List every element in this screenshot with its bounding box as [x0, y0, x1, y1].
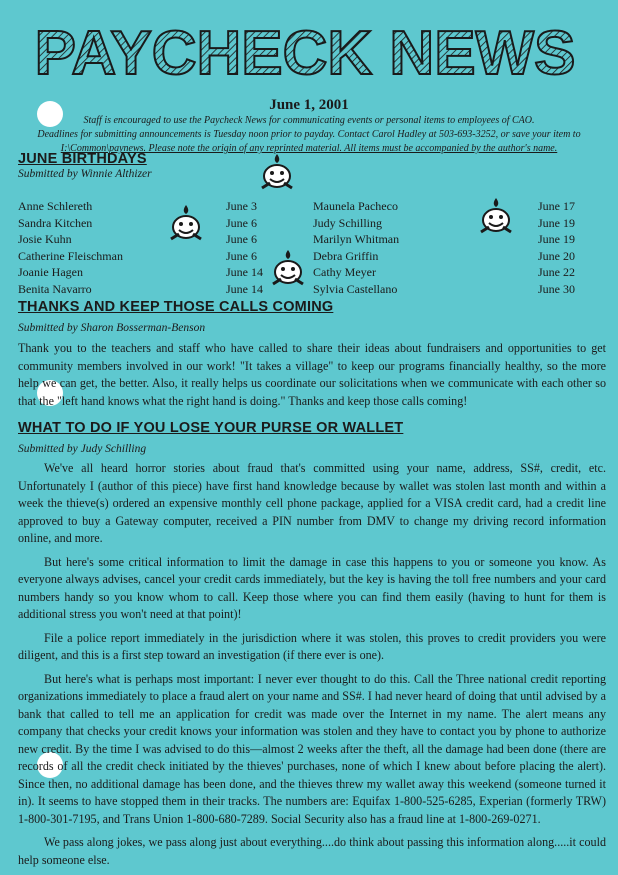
intro-note	[14, 114, 604, 156]
birthday-date: June 20	[538, 248, 575, 263]
birthday-name: Anne Schlereth	[18, 199, 93, 213]
birthday-dates-right	[538, 198, 593, 297]
thanks-heading: THANKS AND KEEP THOSE CALLS COMING	[18, 299, 334, 315]
masthead-title: PAYCHECK NEWS	[34, 19, 576, 88]
birthday-date: June 14	[226, 265, 263, 279]
birthday-names-left	[18, 198, 168, 297]
smiley-mascot-icon	[477, 196, 515, 240]
birthday-name: Judy Schilling	[313, 215, 383, 230]
purse-paragraph-2: But here's some critical information to limit the damage in case this happens to you or someone you know. As everyone always advises, cancel your credit cards immediately, but the key is having the toll free numbers and your card numbers handy so you know whom to call. Keep those where you can find them easily (having to hunt for them is additional stress you won't need at that point)!	[18, 554, 606, 621]
purse-paragraph-1: We've all heard horror stories about fraud that's committed using your name, address, SS#, credit, etc. Unfortunately I (author of this piece) have first hand knowledge because by wallet was stolen last month and within a week the thieve(s) ordered an expensive monthly cell phone package, applied for a VISA credit card, had a credit line approved to buy a Gateway computer, received a PIN number from DMV to change my driving record information online, and more.	[18, 461, 606, 545]
purse-paragraph-3: File a police report immediately in the jurisdiction where it was stolen, this proves to credit providers you were diligent, and this is a first step toward an investigation (if there ever is one).	[18, 630, 606, 662]
birthday-date: June 22	[538, 265, 575, 279]
smiley-mascot-icon	[167, 203, 205, 247]
birthday-name: Debra Griffin	[313, 248, 379, 263]
birthday-name: Marilyn Whitman	[313, 232, 400, 246]
birthday-date: June 19	[538, 232, 575, 246]
birthday-date: June 6	[226, 248, 257, 263]
birthdays-heading: JUNE BIRTHDAYS	[18, 151, 147, 167]
masthead-logo	[34, 4, 576, 96]
thanks-body	[18, 340, 606, 416]
birthday-name: Sylvia Castellano	[313, 281, 398, 296]
intro-line-2: Deadlines for submitting announcements is Tuesday noon prior to payday. Contact Carol Hadley at 503-693-3252, or save your item to	[37, 129, 581, 140]
issue-date: June 1, 2001	[269, 97, 349, 113]
intro-line-1: Staff is encouraged to use the Paycheck News for communicating events or personal items to employees of CAO.	[83, 115, 535, 126]
intro-line-3: I:\Common\paynews. Please note the origin of any reprinted material. All items must be accompanied by the author's name.	[60, 143, 558, 154]
thanks-paragraph: Thank you to the teachers and staff who have called to share their ideas about fundraisers and opportunities to get community members involved in our work! "It takes a village" to keep our programs financially healthy, so the more help we can get, the better. Also, it really helps us coordinate our solicitations when we communicate with each other so that the "left hand knows what the right hand is doing." Thanks and keep those calls coming!	[18, 341, 606, 408]
purse-body	[18, 460, 606, 875]
birthday-name: Benita Navarro	[18, 281, 92, 296]
birthday-name: Josie Kuhn	[18, 232, 72, 246]
birthday-name: Cathy Meyer	[313, 265, 376, 279]
smiley-mascot-icon	[269, 248, 307, 292]
purse-byline: Submitted by Judy Schilling	[18, 443, 147, 455]
birthday-name: Joanie Hagen	[18, 265, 83, 279]
purse-paragraph-5: We pass along jokes, we pass along just about everything....do think about passing this information along.....it could help someone else.	[18, 835, 606, 867]
birthday-date: June 30	[538, 281, 575, 296]
purse-paragraph-4: But here's what is perhaps most important: I never ever thought to do this. Call the Three national credit reporting organizations immediately to place a fraud alert on your name and SS#. I had never heard of doing that until advised by a bank that called to tell me an application for credit was made over the Internet in my name. The alert means any company that checks your credit knows your information was stolen and they have to contact you by phone to authorize new credit. By the time I was advised to do this—almost 2 weeks after the theft, all the damage had been done (there are records of all the credit check initiated by the thieves' purchases, none of which I knew about before placing the alert). Since then, no additional damage has been done, and the thieves threw my wallet away this weekend (someone turned it in). It seems to have stopped them in their tracks. The numbers are: Equifax 1-800-525-6285, Experian (formerly TRW) 1-800-301-7195, and Trans Union 1-800-680-7289. Social Security also has a fraud line at 1-800-269-0271.	[18, 671, 606, 826]
masthead-logo-art	[34, 4, 576, 96]
birthdays-byline: Submitted by Winnie Althizer	[18, 168, 152, 180]
birthday-date: June 17	[538, 199, 575, 213]
birthday-name: Maunela Pacheco	[313, 199, 398, 213]
birthday-date: June 6	[226, 215, 257, 230]
birthday-date: June 14	[226, 281, 263, 296]
thanks-byline: Submitted by Sharon Bosserman-Benson	[18, 322, 206, 334]
purse-heading: WHAT TO DO IF YOU LOSE YOUR PURSE OR WALLET	[18, 420, 404, 436]
birthday-name: Catherine Fleischman	[18, 248, 123, 263]
birthday-names-right	[313, 198, 443, 297]
birthday-date: June 6	[226, 232, 257, 246]
birthday-date: June 19	[538, 215, 575, 230]
smiley-mascot-icon	[258, 152, 296, 196]
birthday-date: June 3	[226, 199, 257, 213]
birthday-name: Sandra Kitchen	[18, 215, 93, 230]
